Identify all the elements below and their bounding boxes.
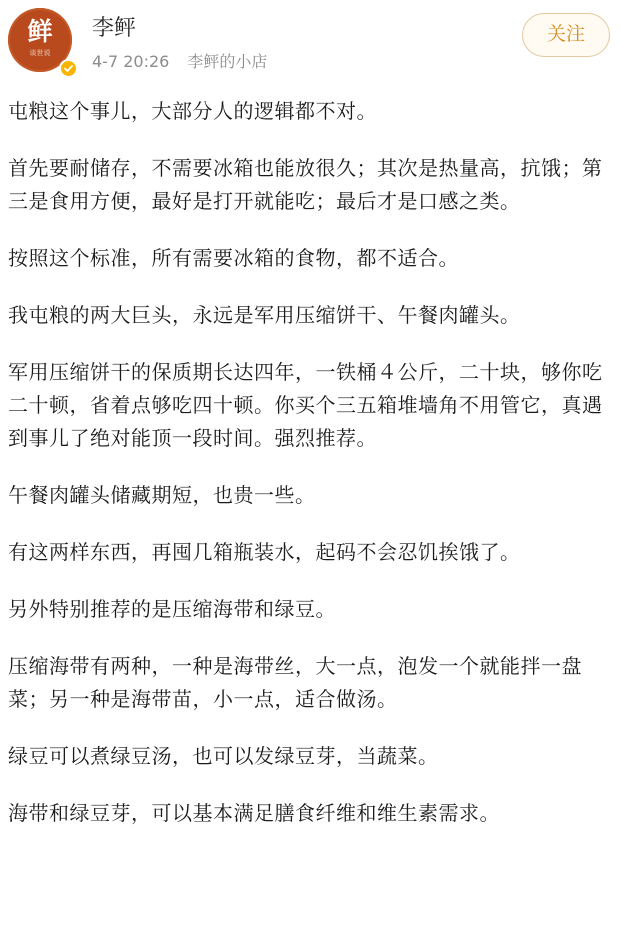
post-paragraph: 绿豆可以煮绿豆汤，也可以发绿豆芽，当蔬菜。 — [8, 744, 439, 768]
avatar-logo-text: 鲜 — [27, 17, 53, 46]
avatar[interactable] — [8, 8, 72, 72]
follow-button[interactable]: 关注 — [522, 13, 610, 57]
post-header — [0, 0, 620, 90]
post-body — [8, 95, 608, 854]
post-paragraph: 午餐肉罐头储藏期短，也贵一些。 — [8, 483, 316, 507]
post-paragraph: 另外特别推荐的是压缩海带和绿豆。 — [8, 597, 336, 621]
post-meta — [92, 51, 267, 73]
post-paragraph: 海带和绿豆芽，可以基本满足膳食纤维和维生素需求。 — [8, 801, 500, 825]
post-timestamp: 4-7 20:26 — [92, 52, 170, 71]
post-source[interactable]: 李鲆的小店 — [187, 52, 268, 71]
verified-badge-icon — [59, 59, 78, 78]
avatar-logo-subtext: 谈世说 — [29, 49, 51, 57]
post-paragraph: 压缩海带有两种，一种是海带丝，大一点，泡发一个就能拌一盘菜；另一种是海带苗，小一点，适合做汤。 — [8, 654, 582, 711]
post-paragraph: 有这两样东西，再囤几箱瓶装水，起码不会忍饥挨饿了。 — [8, 540, 521, 564]
post-paragraph: 屯粮这个事儿，大部分人的逻辑都不对。 — [8, 99, 377, 123]
post-paragraph: 我屯粮的两大巨头，永远是军用压缩饼干、午餐肉罐头。 — [8, 303, 521, 327]
post-paragraph: 按照这个标准，所有需要冰箱的食物，都不适合。 — [8, 246, 459, 270]
post-paragraph: 军用压缩饼干的保质期长达四年，一铁桶４公斤，二十块，够你吃二十顿，省着点够吃四十顿。你买个三五箱堆墙角不用管它，真遇到事儿了绝对能顶一段时间。强烈推荐。 — [8, 360, 603, 450]
author-name[interactable]: 李鲆 — [92, 16, 137, 41]
post-paragraph: 首先要耐储存，不需要冰箱也能放很久；其次是热量高，抗饿；第三是食用方便，最好是打开就能吃；最后才是口感之类。 — [8, 156, 603, 213]
